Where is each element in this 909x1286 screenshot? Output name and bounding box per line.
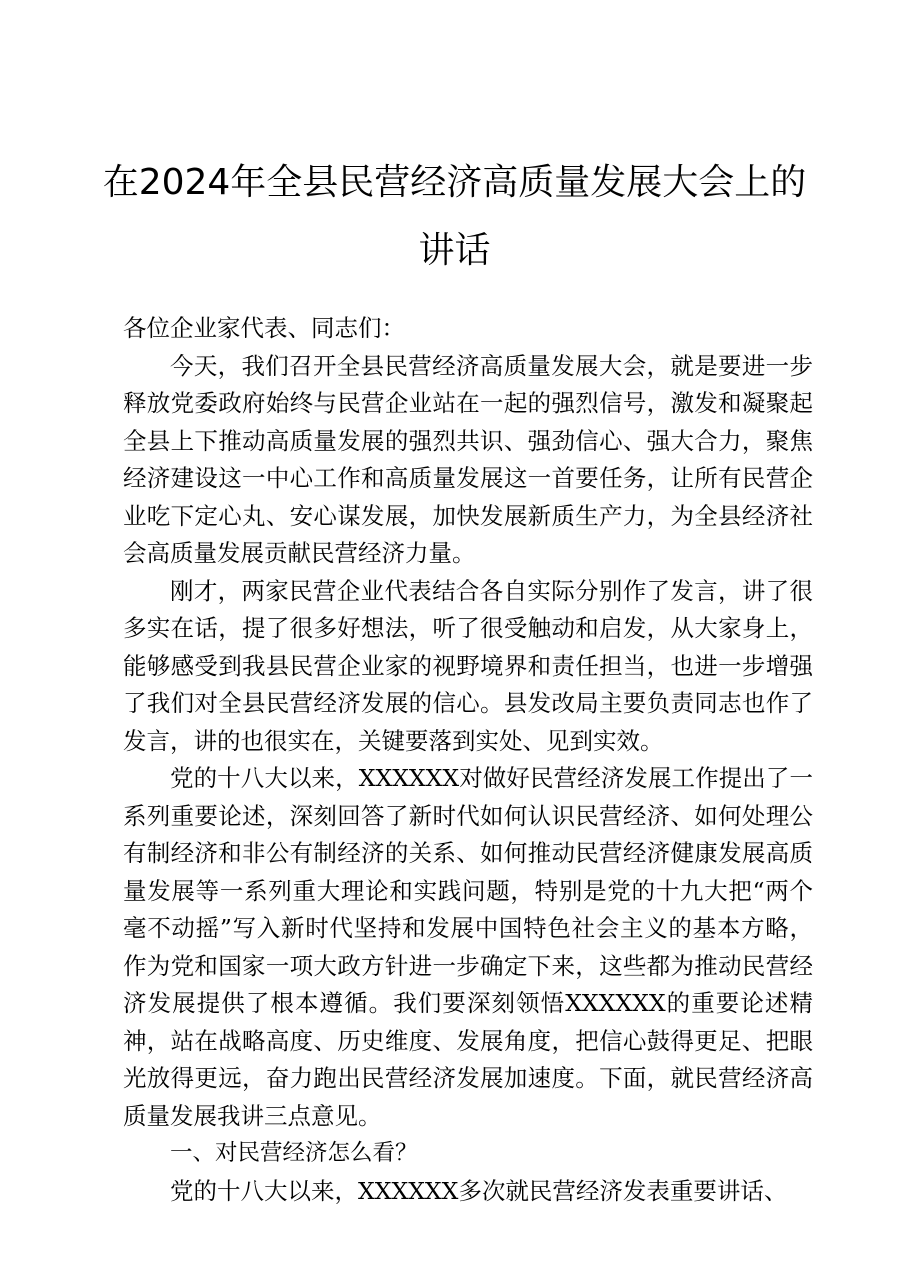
paragraph-opening: 今天，我们召开全县民营经济高质量发展大会，就是要进一步释放党委政府始终与民营企业站在一起的强烈信号，激发和凝聚起全县上下推动高质量发展的强烈共识、强劲信心、强大合力，聚焦经济建设这一中心工作和高质量发展这一首要任务，让所有民营企业吃下定心丸、安心谋发展，加快发展新质生产力，为全县经济社会高质量发展贡献民营经济力量。 (123, 351, 813, 567)
paragraph-section-1-start: 党的十八大以来，XXXXXX多次就民营经济发表重要讲话、 (170, 1176, 788, 1205)
salutation: 各位企业家代表、同志们： (123, 314, 405, 342)
section-heading-1: 一、对民营经济怎么看？ (170, 1140, 418, 1166)
paragraph-speeches-review: 刚才，两家民营企业代表结合各自实际分别作了发言，讲了很多实在话，提了很多好想法，听了很受触动和启发，从大家身上，能够感受到我县民营企业家的视野境界和责任担当，也进一步增强了我们对全县民营经济发展的信心。县发改局主要负责同志也作了发言，讲的也很实在，关键要落到实处、见到实效。 (123, 576, 813, 755)
document-title-line-2: 讲话 (418, 230, 491, 271)
document-title-line-1: 在2024年全县民营经济高质量发展大会上的 (102, 162, 807, 203)
paragraph-theory-guidance: 党的十八大以来，XXXXXX对做好民营经济发展工作提出了一系列重要论述，深刻回答了新时代如何认识民营经济、如何处理公有制经济和非公有制经济的关系、如何推动民营经济健康发展高质量发展等一系列重大理论和实践问题，特别是党的十九大把“两个毫不动摇”写入新时代坚持和发展中国特色社会主义的基本方略，作为党和国家一项大政方针进一步确定下来，这些都为推动民营经济发展提供了根本遵循。我们要深刻领悟XXXXXX的重要论述精神，站在战略高度、历史维度、发展角度，把信心鼓得更足、把眼光放得更远，奋力跑出民营经济发展加速度。下面，就民营经济高质量发展我讲三点意见。 (123, 764, 813, 1130)
document-body (123, 310, 813, 1210)
